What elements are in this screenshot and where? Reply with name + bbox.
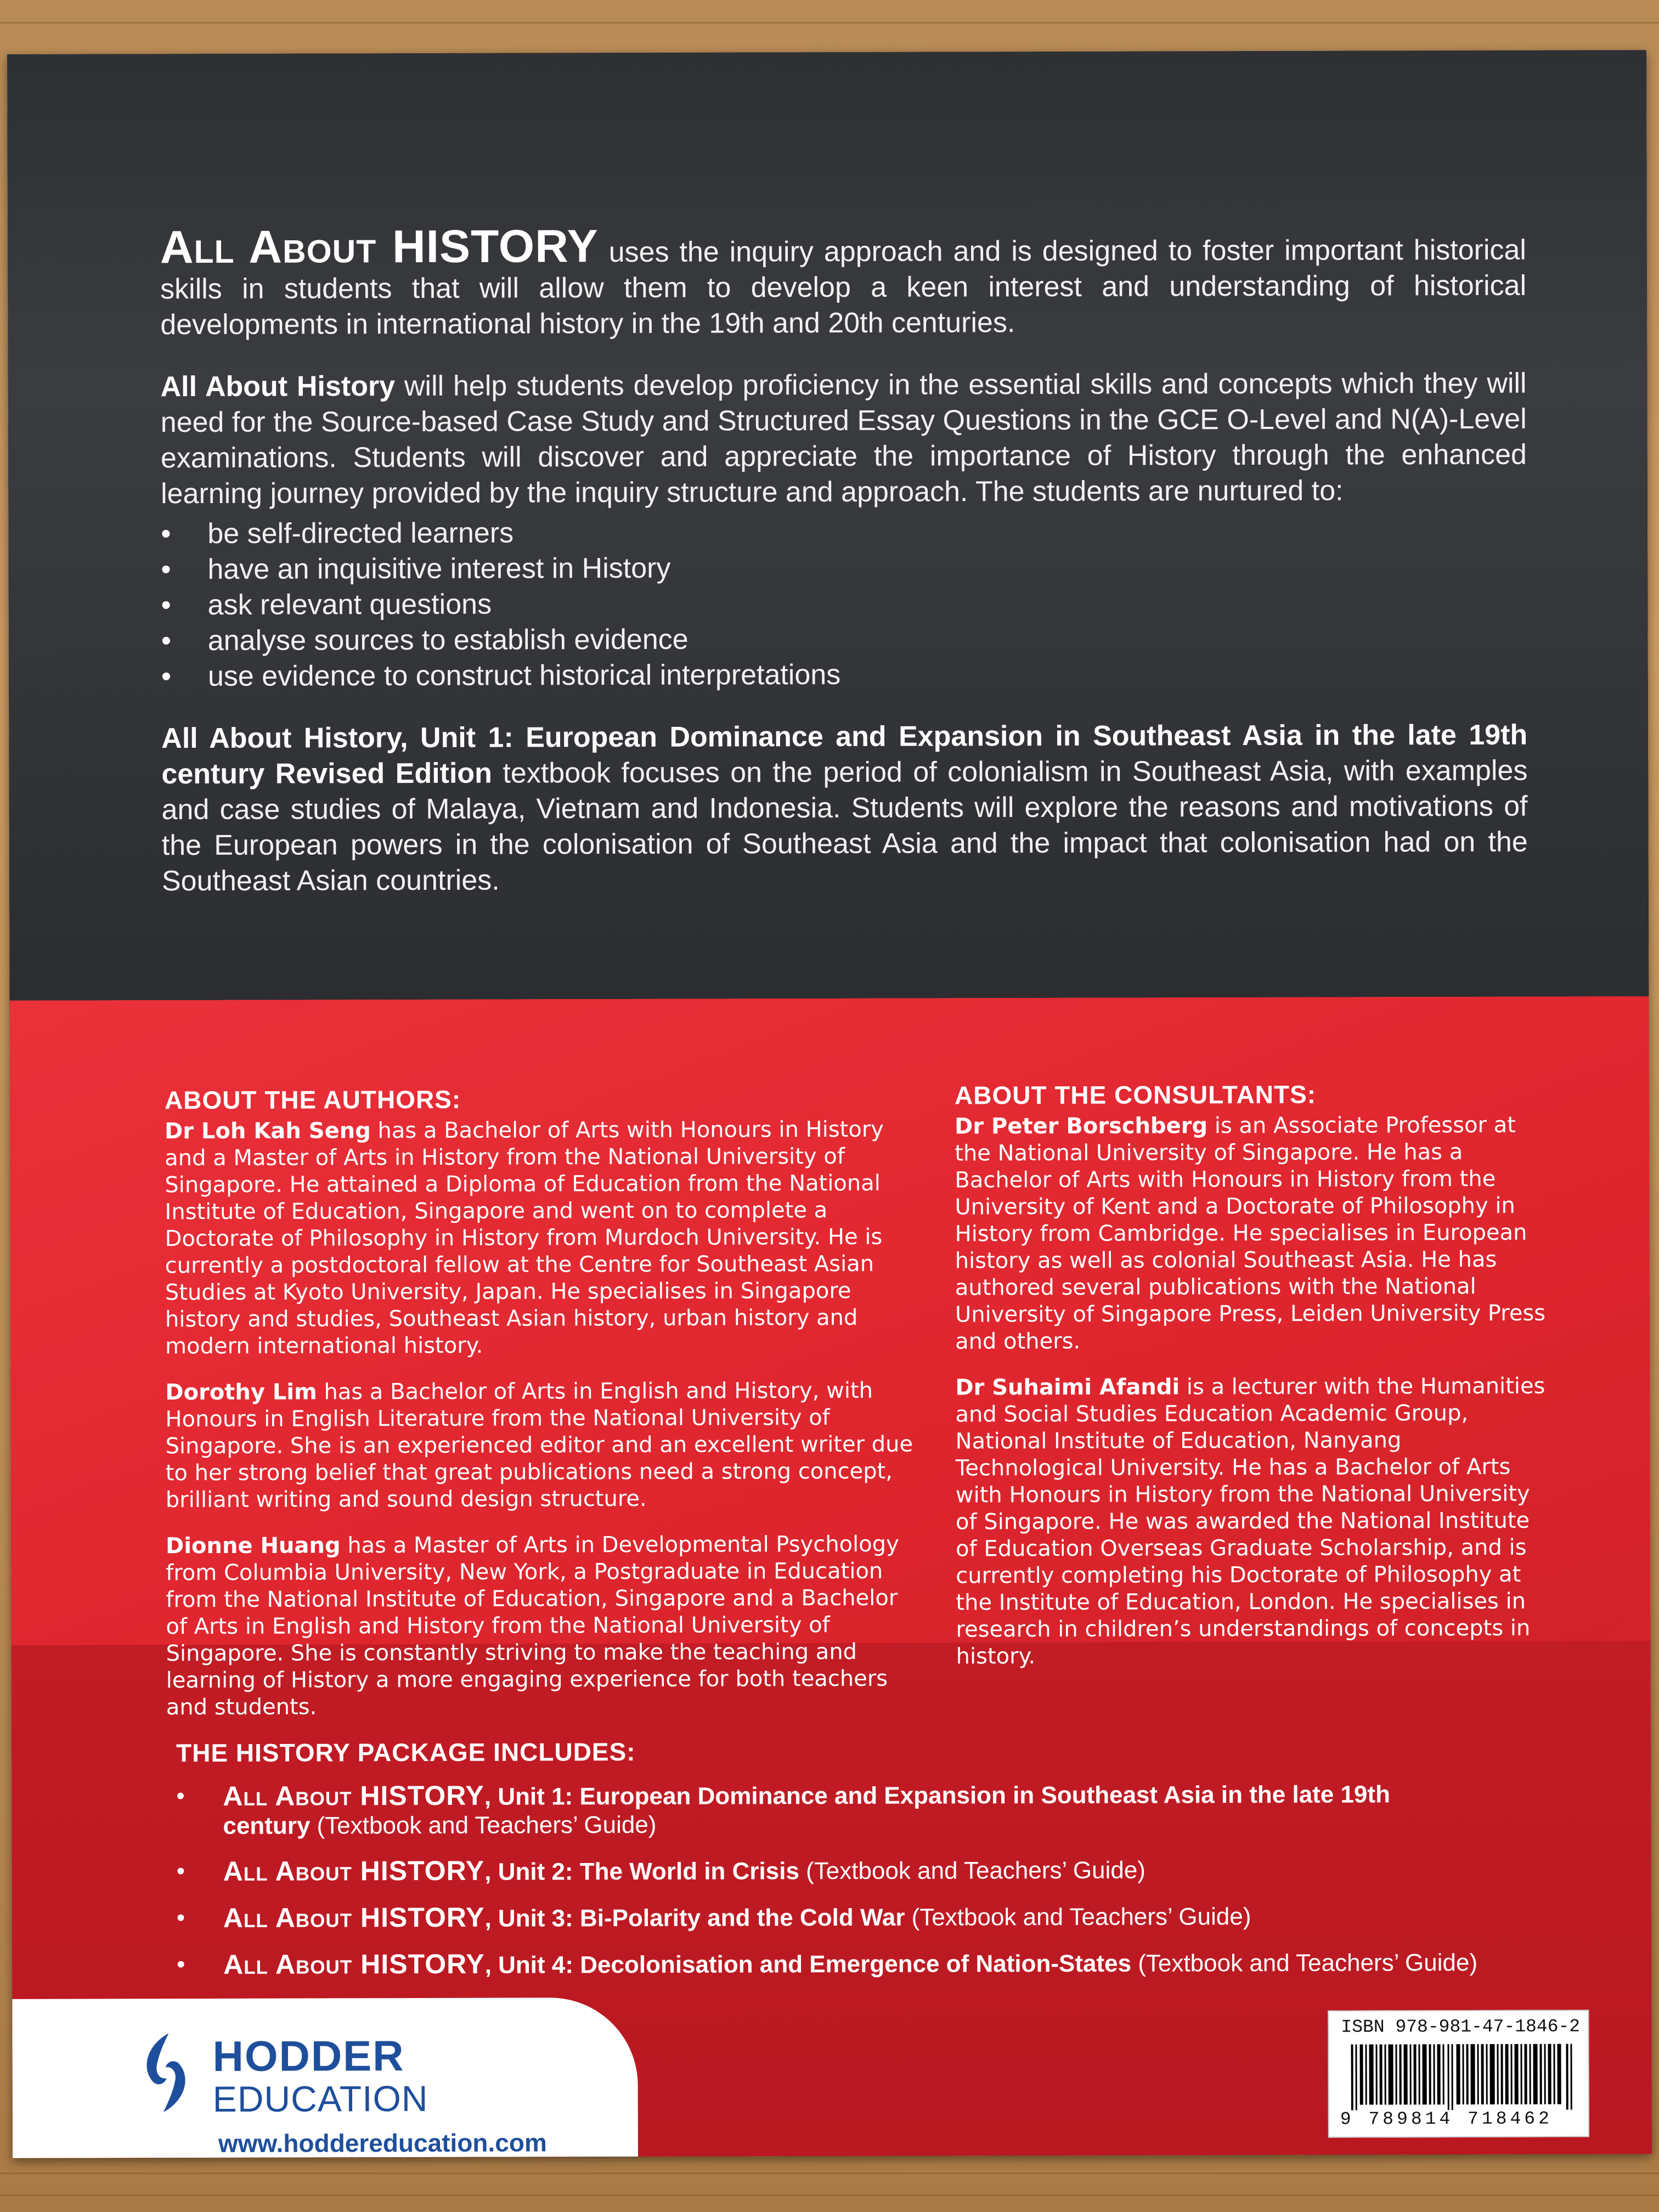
consultant-bio xyxy=(955,1373,1554,1671)
bullet-icon: • xyxy=(176,1858,185,1885)
author-name: Dr Loh Kah Seng xyxy=(165,1118,371,1144)
package-name: The World in Crisis xyxy=(579,1858,799,1886)
book-back-cover xyxy=(7,50,1652,2158)
consultant-name: Dr Suhaimi Afandi xyxy=(955,1374,1180,1401)
intro-section xyxy=(160,220,1528,926)
consultants-bios xyxy=(955,1112,1554,1690)
consultant-bio-text: is a lecturer with the Humanities and Social Studies Education Academic Group, National Institute of Education, Nanyang Technological University. He has a Bachelor of Arts with Honours in History from the National University of Singapore. He was awarded the National Institute of Education Overseas Graduate Scholarship, and is currently completing his Doctorate of Philosophy at the Institute of Education, London. He specialises in research in children’s understandings of concepts in history. xyxy=(955,1373,1545,1669)
skill-text: use evidence to construct historical interpretations xyxy=(207,658,841,692)
bullet-icon: • xyxy=(161,625,172,657)
author-bio-text: has a Bachelor of Arts with Honours in History and a Master of Arts in History from the National University of Singapore. He attained a Diploma of Education from the National Institute of Education, Singapore and went on to complete a Doctorate of Philosophy in History from Murdoch University. He is currently a postdoctoral fellow at the Centre for Southeast Asian Studies at Kyoto University, Japan. He specialises in Singapore history and studies, Southeast Asian history, urban history and modern international history. xyxy=(165,1116,884,1359)
list-item xyxy=(176,1779,1402,1841)
barcode-icon xyxy=(1351,2044,1576,2110)
isbn-label: ISBN 978-981-47-1846-2 xyxy=(1341,2016,1581,2038)
bullet-icon: • xyxy=(176,1782,185,1810)
package-brand: All About HISTORY xyxy=(223,1948,485,1980)
package-unit: , Unit 3: xyxy=(484,1905,580,1932)
author-bio-text: has a Bachelor of Arts in English and History, with Honours in English Literature from the National University of Singapore. She is an experienced editor and an excellent writer due to her strong belief that great publications need a strong concept, brilliant writing and sound design structure. xyxy=(165,1378,913,1513)
package-name: European Dominance and Expansion in Southeast Asia in the late 19th century xyxy=(223,1781,1391,1839)
package-note: (Textbook and Teachers’ Guide) xyxy=(310,1811,657,1839)
package-heading: THE HISTORY PACKAGE INCLUDES: xyxy=(176,1737,636,1768)
skill-text: analyse sources to establish evidence xyxy=(207,623,689,657)
author-bio xyxy=(166,1531,918,1722)
author-name: Dorothy Lim xyxy=(165,1379,317,1406)
intro-paragraph-2 xyxy=(160,366,1527,512)
intro-paragraph-2-text: will help students develop proficiency in the essential skills and concepts which they will need for the Source-based Case Study and Structured Essay Questions in the GCE O-Level and N(A)-Level examinations. Students will discover and appreciate the importance of History through the enhanced learning journey provided by the inquiry structure and approach. The students are nurtured to: xyxy=(160,367,1527,510)
list-item xyxy=(161,549,1527,588)
consultants-heading: ABOUT THE CONSULTANTS: xyxy=(954,1080,1317,1110)
author-bio-text: has a Master of Arts in Developmental Psychology from Columbia University, New York, a Postgraduate in Education from the National Institute of Education, Singapore and a Bachelor of Arts in English and History from the National University of Singapore. She is constantly striving to make the teaching and learning of History a more engaging experience for both teachers and students. xyxy=(166,1531,899,1720)
package-note: (Textbook and Teachers’ Guide) xyxy=(799,1857,1146,1885)
package-unit: , Unit 1: xyxy=(484,1783,580,1810)
list-item xyxy=(161,513,1527,552)
skills-list xyxy=(161,513,1527,695)
list-item xyxy=(177,1900,1537,1934)
bullet-icon: • xyxy=(161,661,172,693)
package-brand: All About HISTORY xyxy=(223,1901,485,1933)
consultant-bio xyxy=(955,1112,1553,1356)
package-unit: , Unit 4: xyxy=(484,1951,580,1979)
list-item xyxy=(177,1947,1537,1980)
author-name: Dionne Huang xyxy=(166,1533,341,1559)
bullet-icon: • xyxy=(161,518,171,550)
publisher-url: www.hoddereducation.com xyxy=(218,2128,547,2158)
skill-text: be self-directed learners xyxy=(207,517,514,550)
bullet-icon: • xyxy=(177,1951,185,1978)
isbn-barcode-box xyxy=(1328,2010,1589,2137)
intro-paragraph-1 xyxy=(160,220,1527,343)
barcode-digits: 9 789814 718462 xyxy=(1340,2108,1553,2130)
list-item xyxy=(161,620,1527,659)
skill-text: have an inquisitive interest in History xyxy=(207,552,671,585)
package-name: Bi-Polarity and the Cold War xyxy=(579,1904,905,1932)
hodder-logo-icon xyxy=(130,2029,201,2117)
author-bio xyxy=(165,1116,917,1361)
package-unit: , Unit 2: xyxy=(484,1858,580,1886)
intro-paragraph-3 xyxy=(161,718,1528,900)
publisher-name: HODDER xyxy=(212,2032,405,2080)
bullet-icon: • xyxy=(161,589,171,622)
intro-paragraph-2-brand: All About History xyxy=(160,370,396,403)
package-note: (Textbook and Teachers’ Guide) xyxy=(1131,1949,1478,1977)
list-item xyxy=(177,1854,1537,1887)
unit-1-title: All About History, Unit 1: European Dominance and Expansion in Southeast Asia in the late 19th century Revised Edition xyxy=(161,719,1528,791)
package-note: (Textbook and Teachers’ Guide) xyxy=(905,1903,1251,1931)
package-brand: All About HISTORY xyxy=(223,1855,485,1887)
package-brand: All About HISTORY xyxy=(223,1780,484,1812)
list-item xyxy=(161,584,1527,624)
authors-heading: ABOUT THE AUTHORS: xyxy=(164,1085,461,1115)
intro-paragraph-3-text: textbook focuses on the period of colonialism in Southeast Asia, with examples and case studies of Malaya, Vietnam and Indonesia. Students will explore the reasons and motivations of the European powers in the colonisation of Southeast Asia and the impact that colonisation had on the Southeast Asian countries. xyxy=(161,754,1528,898)
list-item xyxy=(161,656,1527,695)
skill-text: ask relevant questions xyxy=(207,588,492,621)
publisher-subname: EDUCATION xyxy=(212,2078,428,2119)
package-list xyxy=(176,1779,1537,1997)
bullet-icon: • xyxy=(176,1904,185,1932)
author-bio xyxy=(165,1378,917,1514)
consultant-bio-text: is an Associate Professor at the National University of Singapore. He has a Bachelor of Arts with Honours in History from the University of Kent and a Doctorate of Philosophy in History from Cambridge. He specialises in European history as well as colonial Southeast Asia. He has authored several publications with the National University of Singapore Press, Leiden University Press and others. xyxy=(955,1112,1546,1355)
consultant-name: Dr Peter Borschberg xyxy=(955,1113,1208,1139)
authors-bios xyxy=(165,1116,918,1741)
package-name: Decolonisation and Emergence of Nation-States xyxy=(580,1950,1132,1979)
series-brand-title: All About HISTORY xyxy=(160,220,599,273)
intro-paragraph-1-text: uses the inquiry approach and is designed to foster important historical skills in students that will allow them to develop a keen interest and understanding of historical developments in international history in the 19th and 20th centuries. xyxy=(160,234,1527,341)
bullet-icon: • xyxy=(161,554,171,586)
